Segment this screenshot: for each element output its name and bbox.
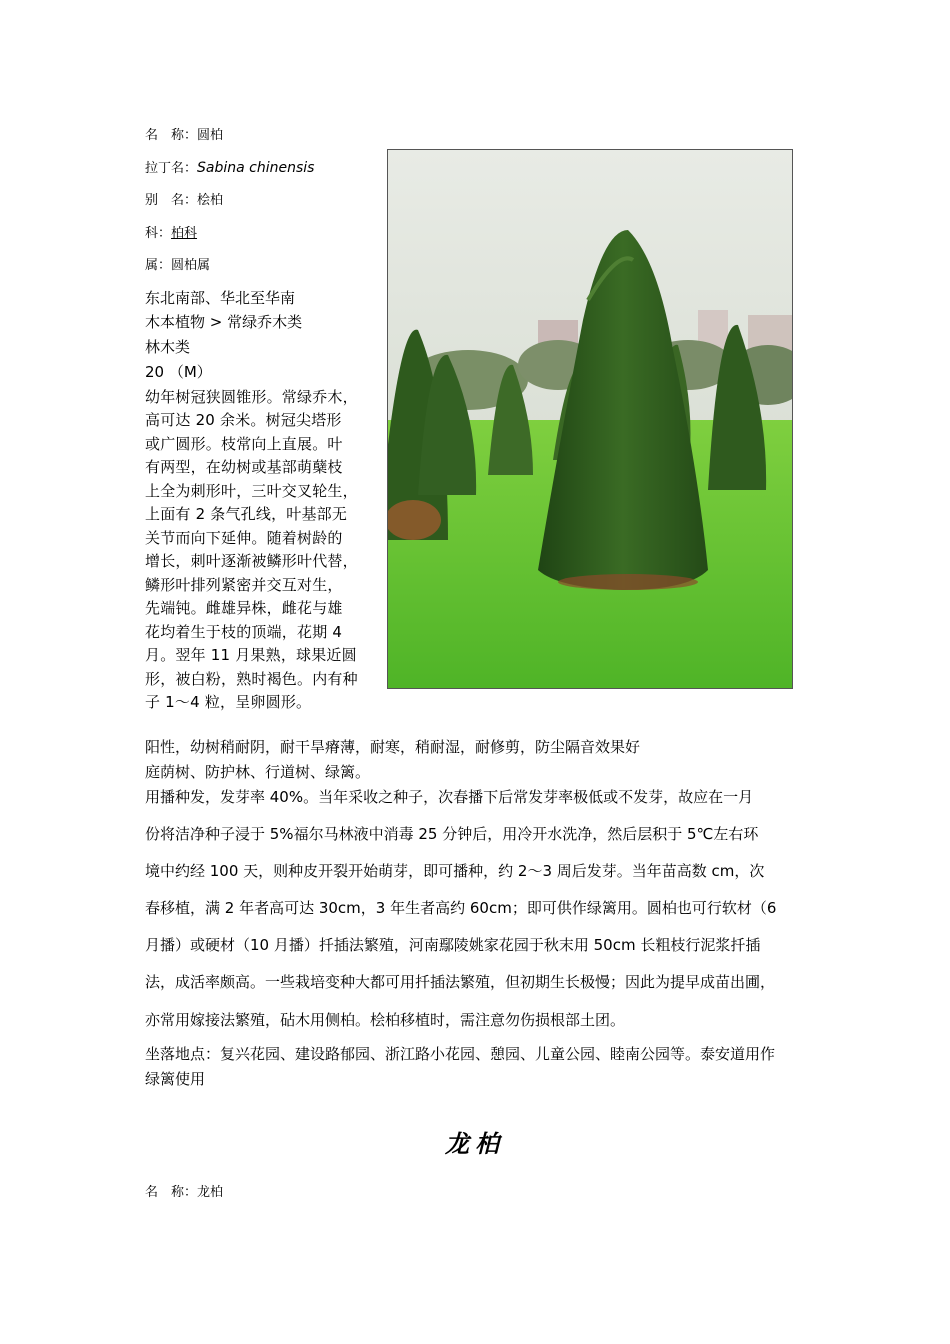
field-latin-value: Sabina chinensis [197,160,315,176]
description-line: 高可达 20 余米。树冠尖塔形 [145,411,342,429]
field-latin-name [145,159,314,178]
description-line: 形，被白粉，熟时褐色。内有种 [145,670,358,688]
section2-name-label: 名 称： [145,1185,198,1200]
uses-text: 庭荫树、防护林、行道树、绿篱。 [145,763,371,781]
description-line: 上全为刺形叶，三叶交叉轮生， [145,482,358,500]
distribution-text: 东北南部、华北至华南 [145,289,296,307]
type-text: 林木类 [145,338,191,356]
field-name-label: 名 称： [145,128,198,143]
propagation-line: 春移植，满 2 年者高可达 30cm，3 年生者高约 60cm；即可供作绿篱用。圆柏也可行软材（6 [145,899,777,917]
description-line: 或广圆形。枝常向上直展。叶 [145,435,343,453]
family-link[interactable]: 柏科 [171,226,198,241]
location-line: 坐落地点：复兴花园、建设路郁园、浙江路小花园、憩园、儿童公园、睦南公园等。泰安道用作 [145,1045,776,1063]
propagation-line: 用播种发，发芽率 40%。当年采收之种子，次春播下后常发芽率极低或不发芽，故应在一月 [145,788,754,806]
field-name-value: 圆柏 [197,128,224,143]
field-family [145,225,197,243]
description-line: 花均着生于枝的顶端，花期 4 [145,623,343,641]
field-alias [145,192,223,210]
field-alias-label: 别 名： [145,193,198,208]
propagation-line: 亦常用嫁接法繁殖，砧木用侧柏。桧柏移植时，需注意勿伤损根部土团。 [145,1011,626,1029]
description-line: 月。翌年 11 月果熟，球果近圆 [145,646,357,664]
description-line: 上面有 2 条气孔线，叶基部无 [145,505,348,523]
propagation-line: 份将洁净种子浸于 5%福尔马林液中消毒 25 分钟后，用冷开水洗净，然后层积于 5℃左右环 [145,825,759,843]
description-line: 鳞形叶排列紧密并交互对生， [145,576,343,594]
tree-photo [387,149,793,689]
location-line: 绿篱使用 [145,1070,206,1088]
description-line: 关节而向下延伸。随着树龄的 [145,529,343,547]
field-name [145,127,223,145]
field-genus-value: 圆柏属 [171,258,211,273]
category-text: 木本植物 > 常绿乔木类 [145,313,303,331]
field-genus [145,257,210,275]
habit-text: 阳性，幼树稍耐阴，耐干旱瘠薄，耐寒，稍耐湿，耐修剪，防尘隔音效果好 [145,738,641,756]
section-title: 龙柏 [445,1129,505,1158]
propagation-line: 月播）或硬材（10 月播）扦插法繁殖，河南鄢陵姚家花园于秋末用 50cm 长粗枝行泥浆扦插 [145,936,761,954]
field-genus-label: 属： [145,258,172,273]
propagation-line: 境中约经 100 天，则种皮开裂开始萌芽，即可播种，约 2～3 周后发芽。当年苗高数 cm，次 [145,862,765,880]
field-latin-label: 拉丁名： [145,161,198,176]
height-text: 20 （M） [145,363,212,381]
description-line: 幼年树冠狭圆锥形。常绿乔木， [145,388,358,406]
tree-photo-illustration [388,150,792,688]
field-family-label: 科： [145,226,172,241]
propagation-line: 法，成活率颇高。一些栽培变种大都可用扦插法繁殖，但初期生长极慢；因此为提早成苗出圃， [145,973,776,991]
field-alias-value: 桧柏 [197,193,224,208]
section2-field-name [145,1184,223,1202]
description-line: 子 1～4 粒，呈卵圆形。 [145,693,312,711]
description-line: 先端钝。雌雄异株，雌花与雄 [145,599,343,617]
description-line: 有两型，在幼树或基部萌蘖枝 [145,458,343,476]
section2-name-value: 龙柏 [197,1185,224,1200]
description-line: 增长，刺叶逐渐被鳞形叶代替， [145,552,358,570]
